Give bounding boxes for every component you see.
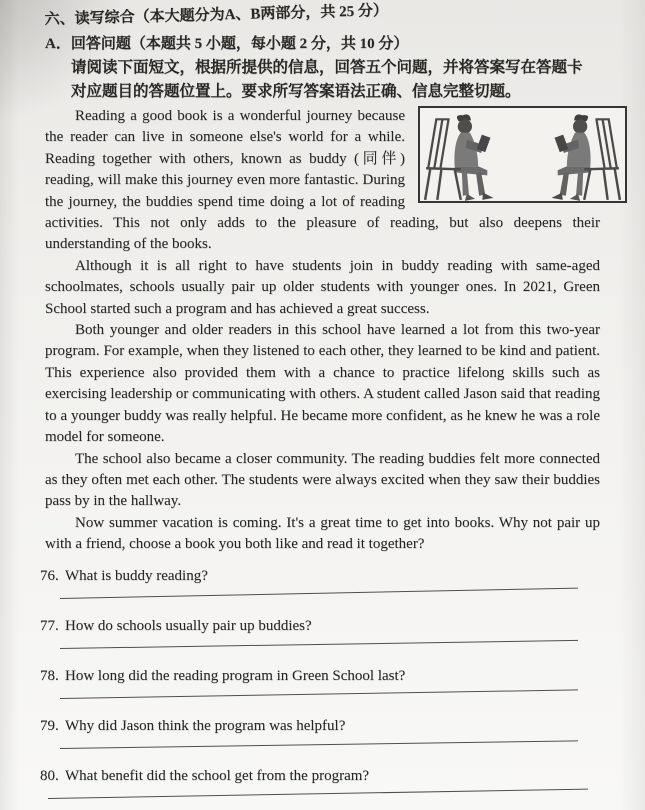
question-76 <box>40 566 605 599</box>
questions-section <box>0 566 645 799</box>
question-78 <box>40 666 605 699</box>
answer-blank-77[interactable] <box>60 639 578 648</box>
passage-paragraph: Although it is all right to have students join in buddy reading with same-aged schoolmates, schools usually pair up older students with younger ones. In 2021, Green School started such a program and has achieved a great success. <box>45 257 600 317</box>
answer-blank-76[interactable] <box>60 587 578 598</box>
passage-paragraph: Both younger and older readers in this school have learned a lot from this two-year program. For example, when they listened to each other, they learned to be kind and patient. This experience also provided them with a chance to practice lifelong skills such as exercising leadership or communicating with others. A student called Jason said that reading to a younger buddy was really helpful. He became more confident, as he knew he was a role model for someone. <box>45 322 600 446</box>
section-header: 六、读写综合（本大题分为A、B两部分，共 25 分） <box>44 3 389 29</box>
question-row <box>40 616 605 636</box>
question-text: Why did Jason think the program was helpful? <box>65 717 346 734</box>
answer-blank-80[interactable] <box>48 788 588 798</box>
reading-passage <box>45 106 600 556</box>
two-buddies-reading-illustration <box>418 106 627 203</box>
reading-buddies-icon <box>420 108 625 201</box>
question-text: How long did the reading program in Green School last? <box>65 667 406 684</box>
question-text: What is buddy reading? <box>65 567 208 584</box>
question-row <box>40 666 605 686</box>
answer-blank-78[interactable] <box>60 689 578 699</box>
passage-paragraph: The school also became a closer community. The reading buddies felt more connected as they often met each other. The students were always excited when they saw their buddies pass by in the hallway. <box>45 450 600 510</box>
question-80 <box>40 766 605 799</box>
question-77 <box>40 616 605 649</box>
question-number: 78. <box>40 667 59 684</box>
question-text: What benefit did the school get from the program? <box>65 767 370 784</box>
question-row <box>40 566 605 586</box>
instructions-line-1: 请阅读下面短文，根据所提供的信息，回答五个问题，并将答案写在答题卡 <box>71 59 583 76</box>
answer-blank-79[interactable] <box>60 740 578 749</box>
question-row <box>40 716 605 736</box>
part-a-header: A．回答问题（本题共 5 小题，每小题 2 分，共 10 分） <box>45 36 409 52</box>
question-number: 77. <box>40 617 59 634</box>
question-text: How do schools usually pair up buddies? <box>65 617 312 634</box>
question-row <box>40 766 605 786</box>
question-number: 79. <box>40 717 59 734</box>
instructions-line-2: 对应题目的答题位置上。要求所写答案语法正确、信息完整切题。 <box>71 83 521 100</box>
question-number: 80. <box>40 767 59 784</box>
passage-paragraph: Now summer vacation is coming. It's a great time to get into books. Why not pair up with a friend, choose a book you both like and read it together? <box>45 514 600 553</box>
question-79 <box>40 716 605 749</box>
passage-paragraph: Reading a good book is a wonderful journey because the reader can live in someone else's world for a while. Reading together with others, known as buddy (同伴) reading, will make this journey even more fantastic. During the journey, the buddies spend time doing a lot of reading activities. This not only adds to the pleasure of reading, but also deepens their understanding of the books. <box>45 108 600 253</box>
question-number: 76. <box>40 567 59 584</box>
